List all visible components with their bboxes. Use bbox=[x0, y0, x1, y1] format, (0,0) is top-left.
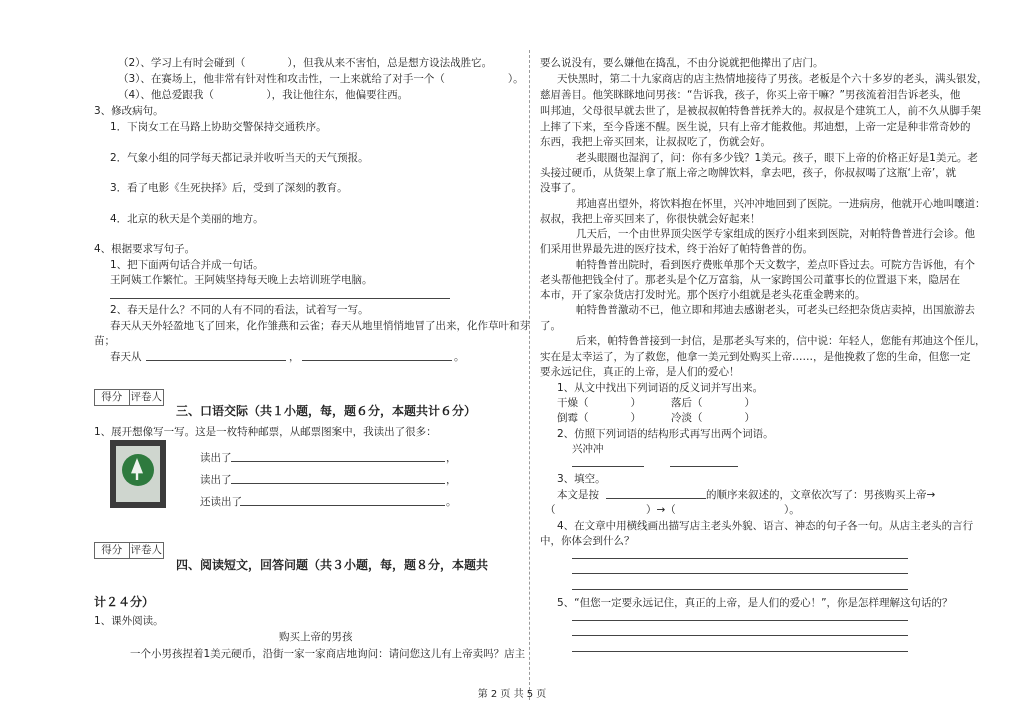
answer-line[interactable] bbox=[572, 620, 908, 621]
answer-line[interactable] bbox=[302, 360, 452, 361]
story-line: 们采用世界最先进的医疗技术，终于治好了帕特鲁普的伤。 bbox=[540, 243, 813, 255]
story-line: 本市，开了家杂货店打发时光。那个医疗小组就是老头花重金聘来的。 bbox=[540, 289, 866, 301]
answer-line[interactable] bbox=[146, 360, 286, 361]
q3-sentence-1: 1．下岗女工在马路上协助交警保持交通秩序。 bbox=[110, 121, 327, 133]
story-line: 几天后，一个由世界顶尖医学专家组成的医疗小组来到医院，对帕特鲁普进行会诊。他 bbox=[576, 228, 975, 240]
story-line: 了。 bbox=[540, 320, 561, 332]
q4-sub-2: 2、春天是什么？不同的人有不同的看法，试着写一写。 bbox=[110, 304, 369, 316]
spring-comma: ， bbox=[289, 351, 300, 363]
story-title: 购买上帝的男孩 bbox=[279, 631, 353, 643]
rq4-b: 中，你体会到什么？ bbox=[540, 535, 635, 547]
q4-sub-2-text-1: 春天从天外轻盈地飞了回来，化作雏燕和云雀；春天从地里悄悄地冒了出来，化作草叶和芽 bbox=[110, 320, 530, 332]
story-para-1: 一个小男孩捏着1美元硬币，沿街一家一家商店地询问：请问您这儿有上帝卖吗？店主 bbox=[130, 648, 526, 660]
column-divider bbox=[529, 50, 530, 700]
story-line: 叫邦迪，父母很早就去世了，是被叔叔帕特鲁普抚养大的。叔叔是个建筑工人，前不久从脚手架 bbox=[540, 105, 981, 117]
grader-label: 评卷人 bbox=[130, 391, 162, 403]
answer-line[interactable] bbox=[670, 466, 738, 467]
answer-line[interactable] bbox=[231, 461, 445, 462]
story-line: 上摔了下来，至今昏迷不醒。医生说，只有上帝才能救他。邦迪想，上帝一定是种非常奇妙的 bbox=[540, 121, 971, 133]
q2-item-3: （3）、在赛场上，他非常有针对性和攻击性，一上来就给了对手一个（ ）。 bbox=[118, 73, 524, 85]
section-4-title-cont: 计２４分） bbox=[94, 595, 155, 609]
answer-line[interactable] bbox=[572, 558, 908, 559]
story-line: 邦迪喜出望外，将饮料抱在怀里，兴冲冲地回到了医院。一进病房，他就开心地叫嚷道： bbox=[576, 198, 986, 210]
rq3-b3: ）。 bbox=[784, 504, 800, 516]
q3-title: 3、修改病句。 bbox=[94, 105, 164, 117]
q2-item-4: （4）、他总爱跟我（ ），我让他往东，他偏要往西。 bbox=[118, 89, 409, 101]
rq1-item: 倒霉（ ） bbox=[557, 412, 641, 424]
section-3-title: 三、口语交际（共１小题，每，题６分，本题共计６分） bbox=[176, 404, 477, 418]
story-line: 头接过硬币，从货架上拿了瓶上帝之吻牌饮料，拿去吧，孩子，你叔叔喝了这瓶‘上帝’，就 bbox=[540, 167, 957, 179]
answer-line[interactable] bbox=[572, 635, 908, 636]
spring-period: 。 bbox=[454, 351, 465, 363]
rq1-item: 干燥（ ） bbox=[557, 397, 641, 409]
score-label: 得分 bbox=[95, 543, 130, 558]
rq2: 2、仿照下列词语的结构形式再写出两个词语。 bbox=[557, 428, 774, 440]
read-comma-1: ， bbox=[446, 452, 457, 464]
story-line: 叔叔，我把上帝买回来了，你很快就会好起来！ bbox=[540, 213, 761, 225]
answer-line[interactable] bbox=[240, 505, 445, 506]
q3-sentence-4: 4．北京的秋天是个美丽的地方。 bbox=[110, 213, 264, 225]
sec4-q1: 1、课外阅读。 bbox=[94, 615, 164, 627]
rq3: 3、填空。 bbox=[557, 473, 606, 485]
sec3-q1: 1、展开想像写一写。这是一枚特种邮票，从邮票图案中，我读出了很多： bbox=[94, 426, 437, 438]
answer-line[interactable] bbox=[110, 298, 450, 299]
story-line: 实在是太幸运了，为了救您，他拿一美元到处购买上帝……，是他挽救了您的生命，但您一定 bbox=[540, 351, 971, 363]
rq1-item: 落后（ ） bbox=[671, 397, 755, 409]
story-line: 老头帮他把钱全付了。那老头是个亿万富翁，从一家跨国公司董事长的位置退下来，隐居在 bbox=[540, 274, 960, 286]
read-label-1: 读出了 bbox=[200, 452, 232, 464]
q4-title: 4、根据要求写句子。 bbox=[94, 243, 196, 255]
read-comma-2: ， bbox=[446, 474, 457, 486]
story-line: 天快黑时，第二十九家商店的店主热情地接待了男孩。老板是个六十多岁的老头，满头银发， bbox=[557, 73, 988, 85]
stamp-image bbox=[110, 440, 166, 508]
rq3-b1: （ bbox=[545, 504, 556, 516]
rq5: 5、“但您一定要永远记住，真正的上帝，是人们的爱心！”，你是怎样理解这句话的？ bbox=[557, 597, 953, 609]
answer-line[interactable] bbox=[572, 573, 908, 574]
answer-line[interactable] bbox=[572, 651, 908, 652]
story-line: 后来，帕特鲁普接到一封信，是那老头写来的，信中说：年轻人，您能有邦迪这个侄儿， bbox=[576, 335, 986, 347]
answer-line[interactable] bbox=[572, 589, 908, 590]
score-box bbox=[94, 542, 164, 559]
rq3-b2: ）→（ bbox=[646, 504, 676, 516]
score-label: 得分 bbox=[95, 390, 130, 405]
read-label-3: 还读出了 bbox=[200, 496, 242, 508]
rq2-example: 兴冲冲 bbox=[572, 443, 604, 455]
q3-sentence-2: 2．气象小组的同学每天都记录并收听当天的天气预报。 bbox=[110, 152, 369, 164]
q3-sentence-3: 3．看了电影《生死抉择》后，受到了深刻的教育。 bbox=[110, 182, 348, 194]
answer-line[interactable] bbox=[572, 466, 644, 467]
section-4-title: 四、阅读短文，回答问题（共３小题，每，题８分，本题共 bbox=[176, 558, 489, 572]
rq4-a: 4、在文章中用横线画出描写店主老头外貌、语言、神态的句子各一句。从店主老头的言行 bbox=[557, 520, 974, 532]
q4-sub-1: 1、把下面两句话合并成一句话。 bbox=[110, 259, 264, 271]
story-line: 要么说没有，要么嫌他在捣乱，不由分说就把他撵出了店门。 bbox=[540, 57, 824, 69]
answer-line[interactable] bbox=[231, 483, 445, 484]
rq3-a1: 本文是按 bbox=[557, 489, 599, 501]
story-line: 东西，我把上帝买回来，让叔叔吃了，伤就会好。 bbox=[540, 136, 771, 148]
story-line: 没事了。 bbox=[540, 182, 582, 194]
rq3-a2: 的顺序来叙述的，文章依次写了：男孩购买上帝→ bbox=[706, 489, 936, 501]
story-line: 帕特鲁普激动不已，他立即和邦迪去感谢老头，可老头已经把杂货店卖掉，出国旅游去 bbox=[576, 304, 975, 316]
story-line: 帕特鲁普出院时，看到医疗费账单那个天文数字，差点吓昏过去。可院方告诉他，有个 bbox=[576, 259, 975, 271]
q4-sub-2-text-2: 苗； bbox=[94, 335, 115, 347]
spring-prefix: 春天从 bbox=[110, 351, 142, 363]
story-line: 老头眼圈也湿润了，问：你有多少钱？1美元。孩子，眼下上帝的价格正好是1美元。老 bbox=[576, 152, 978, 164]
score-box bbox=[94, 389, 164, 406]
read-label-2: 读出了 bbox=[200, 474, 232, 486]
answer-line[interactable] bbox=[606, 498, 706, 499]
rq1-item: 冷淡（ ） bbox=[671, 412, 755, 424]
q4-sub-1-text: 王阿姨工作繁忙。王阿姨坚持每天晚上去培训班学电脑。 bbox=[110, 274, 373, 286]
grader-label: 评卷人 bbox=[130, 544, 162, 556]
q2-item-2: （2）、学习上有时会碰到（ ），但我从来不害怕，总是想方设法战胜它。 bbox=[118, 57, 493, 69]
read-period: 。 bbox=[446, 496, 457, 508]
page-footer: 第 2 页 共 5 页 bbox=[477, 689, 547, 700]
story-line: 要永远记住，真正的上帝，是人们的爱心！ bbox=[540, 366, 740, 378]
story-line: 慈眉善目。他笑眯眯地问男孩：“告诉我，孩子，你买上帝干嘛？”男孩流着泪告诉老头，他 bbox=[540, 89, 961, 101]
rq1: 1、从文中找出下列词语的反义词并写出来。 bbox=[557, 382, 764, 394]
